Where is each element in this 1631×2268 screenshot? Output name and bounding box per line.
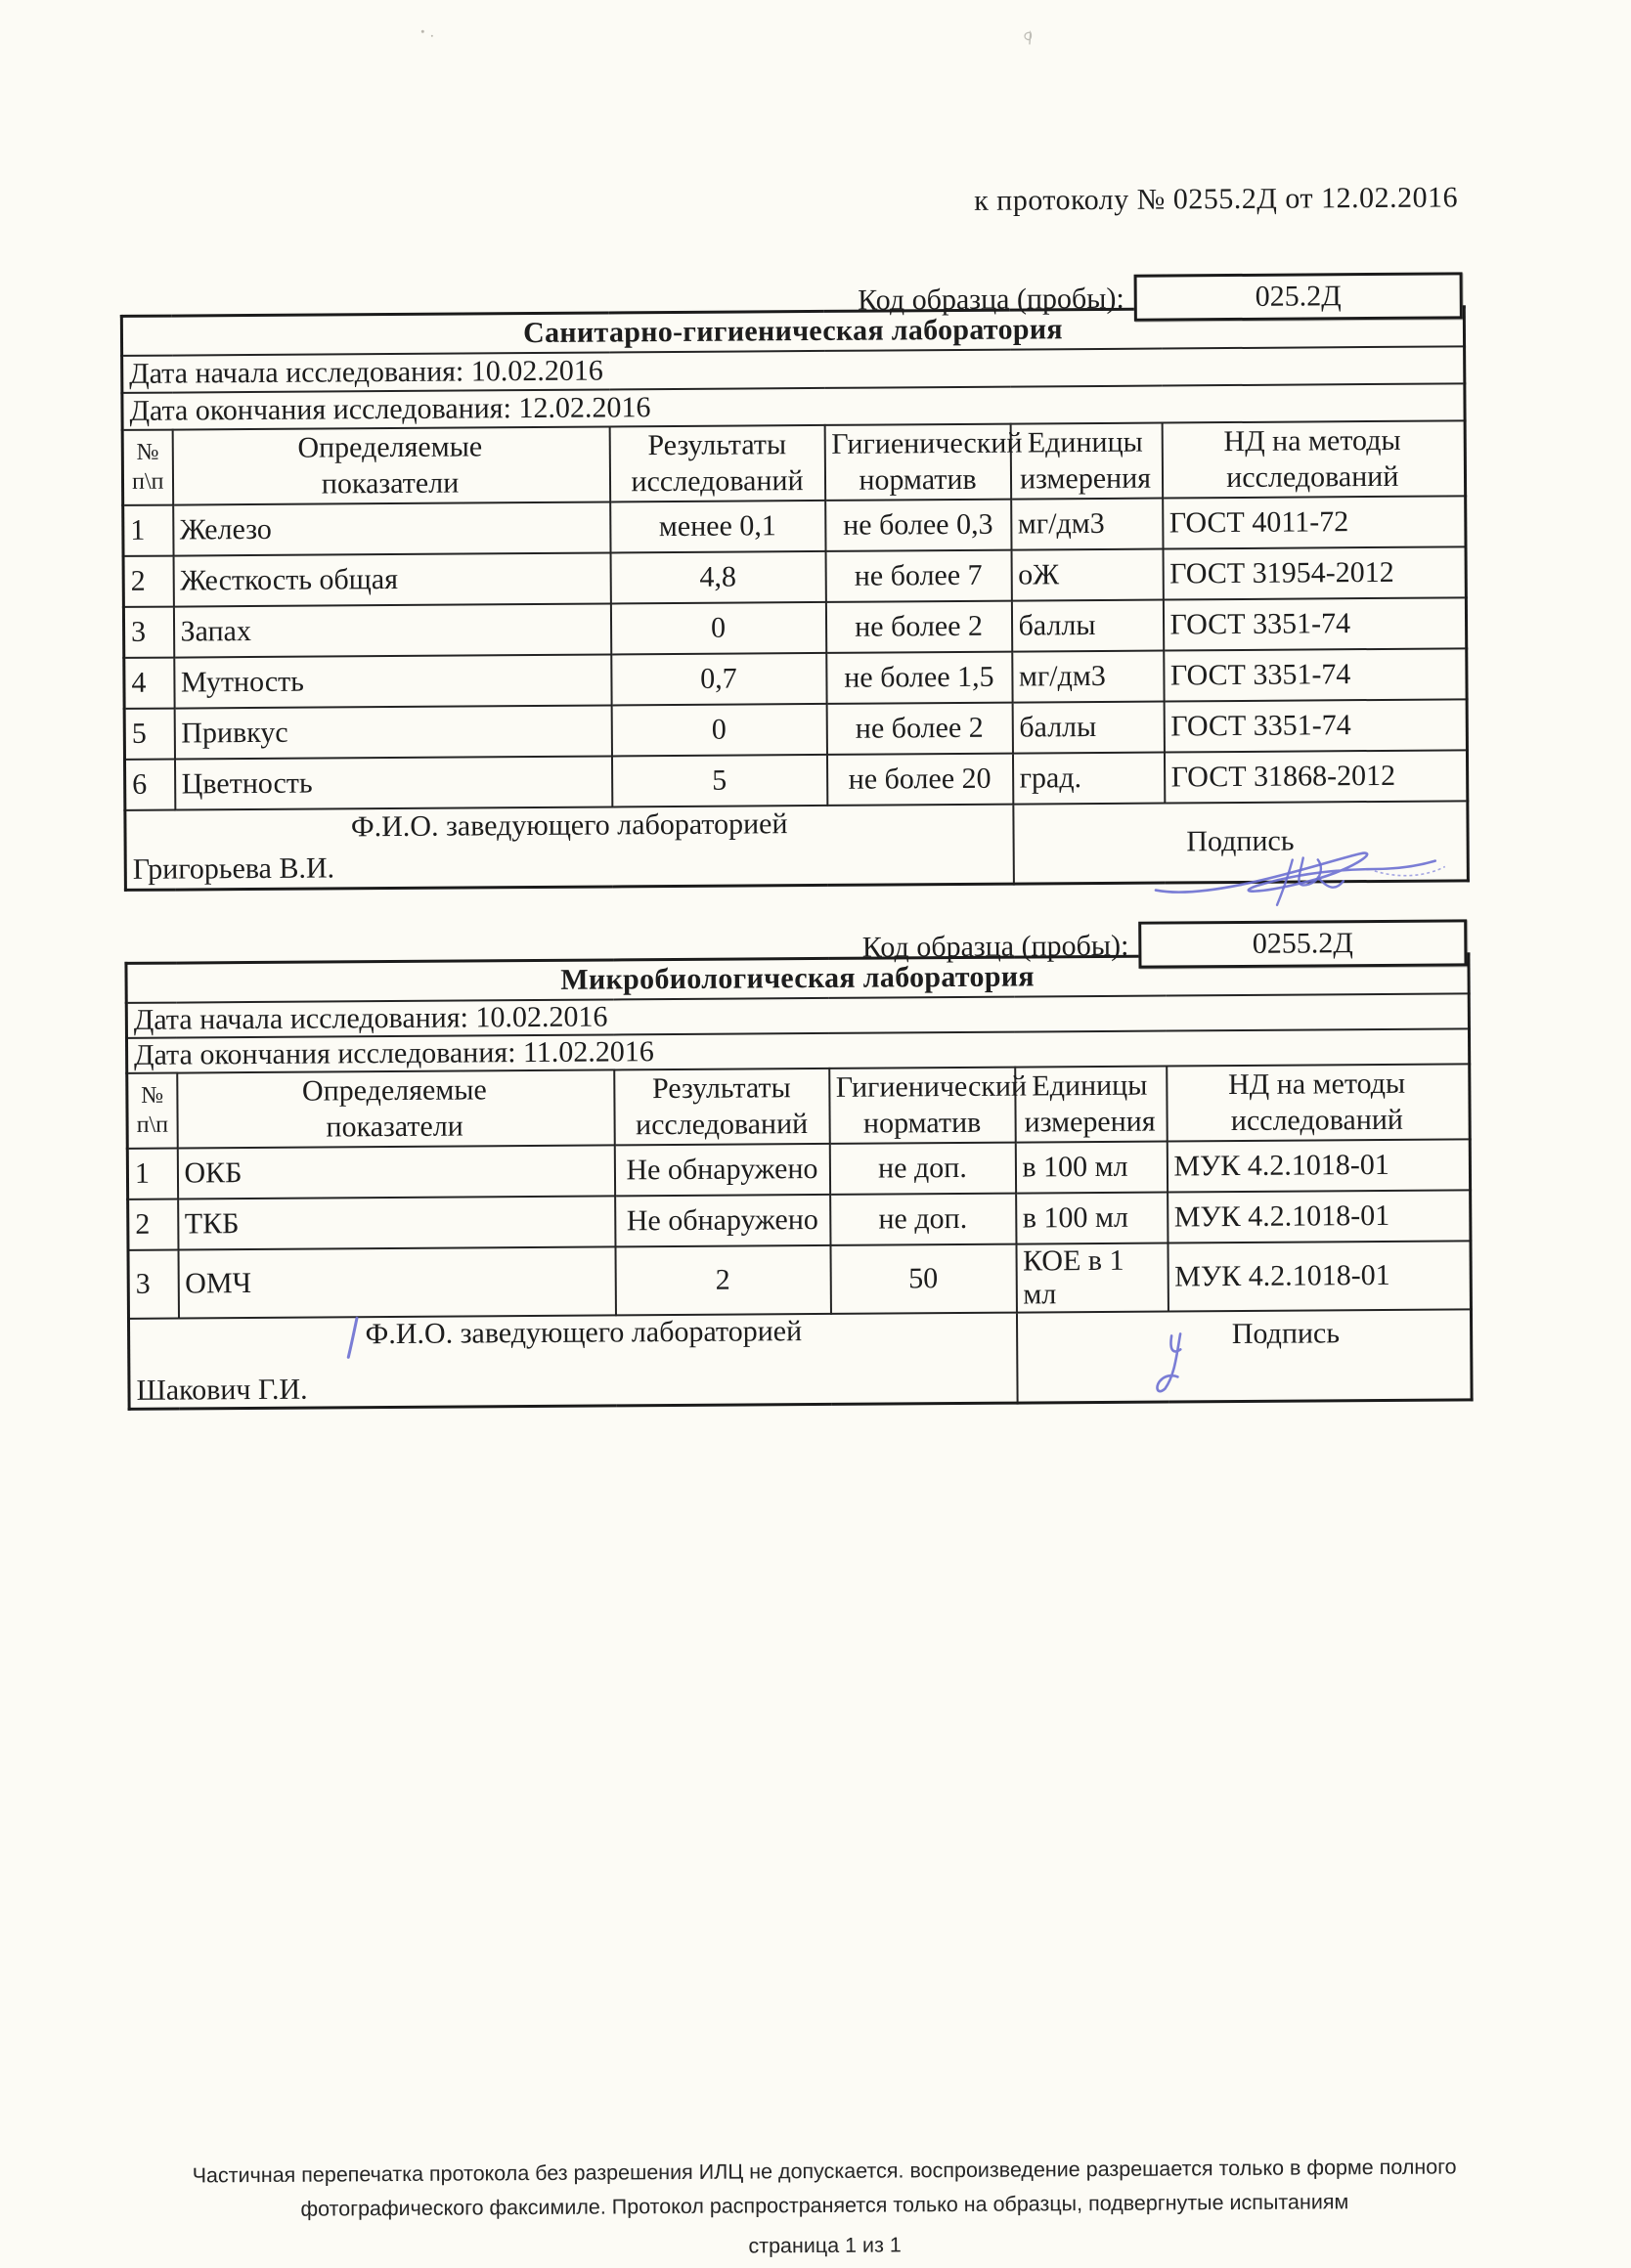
sample-code-row: [124, 919, 1467, 978]
handwritten-signature: [1148, 1331, 1192, 1408]
date-start: Дата начала исследования: 10.02.2016: [126, 993, 1469, 1038]
cell-result: менее 0,1: [610, 500, 825, 552]
table-row: [124, 699, 1467, 760]
handwritten-signature: [1144, 831, 1438, 911]
cell-param: Жесткость общая: [173, 552, 610, 606]
cell-unit: мг/дм3: [1012, 650, 1164, 702]
cell-num: 2: [123, 555, 173, 606]
column-header-param: Определяемые показатели: [172, 426, 610, 504]
cell-unit: в 100 мл: [1016, 1192, 1168, 1243]
lab-head-name: Григорьева В.И.: [132, 851, 335, 887]
cell-result: 0: [611, 703, 826, 756]
cell-norm: не доп.: [830, 1193, 1016, 1244]
sample-code-label: Код образца (пробы):: [858, 282, 1124, 317]
cell-result: 2: [615, 1244, 830, 1315]
table-row: [124, 648, 1467, 709]
cell-result: 5: [611, 754, 826, 807]
microbiology-lab-table: [124, 952, 1473, 1410]
cell-param: Цветность: [174, 756, 611, 809]
sample-code-label: Код образца (пробы):: [861, 929, 1129, 964]
cell-num: 5: [124, 708, 174, 759]
signature-label: Подпись: [1231, 1316, 1341, 1350]
date-end: Дата окончания исследования: 11.02.2016: [126, 1028, 1469, 1073]
cell-param: ОКБ: [177, 1145, 614, 1199]
column-header-result: Результаты исследований: [614, 1068, 830, 1145]
fio-label: Ф.И.О. заведующего лабораторией: [136, 1313, 1010, 1366]
signature-label: Подпись: [1186, 824, 1295, 858]
cell-unit: град.: [1012, 752, 1164, 804]
cell-num: 3: [123, 606, 173, 657]
sample-code-value: 0255.2Д: [1252, 927, 1353, 960]
column-header-method: НД на методы исследований: [1162, 420, 1466, 498]
cell-method: ГОСТ 4011-72: [1163, 496, 1466, 548]
column-header-method: НД на методы исследований: [1167, 1064, 1471, 1141]
cell-result: 0: [610, 601, 825, 654]
column-header-unit: Единицы измерения: [1015, 1066, 1168, 1142]
column-header-unit: Единицы измерения: [1010, 422, 1163, 499]
cell-num: 4: [124, 657, 174, 708]
table-row: [127, 1139, 1470, 1199]
cell-num: 1: [127, 1148, 177, 1199]
table-row: [123, 546, 1466, 607]
cell-param: ОМЧ: [178, 1246, 615, 1318]
cell-method: ГОСТ 3351-74: [1164, 699, 1467, 752]
cell-norm: не более 20: [826, 753, 1012, 805]
cell-param: Железо: [173, 502, 610, 555]
lab-head-cell: [128, 1312, 1017, 1409]
cell-result: Не обнаружено: [615, 1194, 830, 1246]
date-start: Дата начала исследования: 10.02.2016: [122, 346, 1465, 393]
cell-norm: не более 0,3: [825, 499, 1011, 550]
column-header-num: № п\п: [127, 1072, 178, 1148]
sample-code-row: [120, 272, 1463, 330]
cell-norm: не более 7: [825, 549, 1011, 601]
column-header-row: [122, 420, 1466, 505]
signature-cell: [1013, 801, 1469, 884]
table-title: Микробиологическая лаборатория: [126, 954, 1469, 1003]
pen-tick-mark: [343, 1314, 359, 1361]
cell-method: ГОСТ 3351-74: [1164, 648, 1467, 701]
footer-line: фотографического факсимиле. Протокол распространяется только на образцы, подвергнутые испытаниям: [300, 2190, 1349, 2221]
column-header-result: Результаты исследований: [609, 424, 825, 502]
cell-method: ГОСТ 3351-74: [1163, 597, 1466, 650]
page-number: страница 1 из 1: [748, 2233, 902, 2258]
lab-head-name: Шакович Г.И.: [136, 1373, 308, 1407]
cell-unit: оЖ: [1011, 548, 1163, 600]
cell-method: ГОСТ 31954-2012: [1163, 546, 1466, 599]
signature-row: [125, 801, 1469, 891]
microbiology-lab-section: [124, 919, 1470, 1410]
table-row: [124, 750, 1467, 810]
sample-code-box: [1134, 272, 1463, 321]
column-header-param: Определяемые показатели: [177, 1069, 615, 1148]
cell-result: Не обнаружено: [614, 1143, 829, 1196]
column-header-row: [127, 1064, 1471, 1149]
footer-line: Частичная перепечатка протокола без разрешения ИЛЦ не допускается. воспроизведение разрешается только в форме полного: [192, 2155, 1457, 2188]
cell-result: 0,7: [611, 652, 826, 705]
cell-param: Привкус: [174, 705, 611, 759]
cell-method: МУК 4.2.1018-01: [1167, 1139, 1470, 1192]
column-header-norm: Гигиенический норматив: [824, 423, 1011, 500]
signature-row: [128, 1309, 1472, 1409]
cell-num: 3: [128, 1249, 178, 1318]
footer: [9, 2149, 1631, 2268]
table-row: [128, 1241, 1472, 1319]
cell-norm: 50: [830, 1243, 1016, 1313]
protocol-reference: к протоколу № 0255.2Д от 12.02.2016: [974, 181, 1459, 217]
cell-num: 1: [123, 504, 173, 555]
scan-artifact: [1021, 29, 1035, 47]
cell-unit: в 100 мл: [1015, 1141, 1167, 1193]
sanitary-lab-section: [120, 272, 1467, 892]
cell-norm: не доп.: [829, 1142, 1015, 1194]
cell-param: ТКБ: [178, 1196, 615, 1249]
cell-norm: не более 1,5: [826, 651, 1012, 703]
sanitary-lab-table: [120, 305, 1470, 892]
cell-param: Мутность: [174, 654, 611, 708]
table-row: [128, 1190, 1471, 1250]
table-row: [123, 496, 1466, 556]
cell-param: Запах: [173, 603, 610, 657]
cell-method: ГОСТ 31868-2012: [1164, 750, 1467, 803]
table-title: Санитарно-гигиеническая лаборатория: [121, 307, 1464, 356]
column-header-norm: Гигиенический норматив: [829, 1067, 1016, 1143]
scan-speck: [421, 30, 424, 33]
cell-unit: баллы: [1011, 599, 1163, 651]
cell-unit: КОЕ в 1 мл: [1016, 1243, 1168, 1312]
cell-method: МУК 4.2.1018-01: [1168, 1241, 1472, 1311]
cell-norm: не более 2: [826, 702, 1012, 754]
fio-label: Ф.И.О. заведующего лабораторией: [350, 807, 788, 844]
cell-num: 2: [128, 1199, 178, 1249]
cell-unit: баллы: [1012, 701, 1164, 753]
lab-head-cell: [125, 804, 1014, 890]
table-row: [123, 597, 1466, 658]
cell-result: 4,8: [610, 550, 825, 603]
cell-norm: не более 2: [825, 600, 1011, 652]
cell-method: МУК 4.2.1018-01: [1168, 1190, 1471, 1243]
date-end: Дата окончания исследования: 12.02.2016: [122, 383, 1465, 430]
column-header-num: № п\п: [122, 429, 173, 504]
scan-speck: [431, 35, 433, 37]
cell-unit: мг/дм3: [1011, 498, 1163, 549]
signature-cell: [1016, 1309, 1472, 1403]
sample-code-value: 025.2Д: [1255, 280, 1342, 313]
cell-num: 6: [124, 759, 174, 809]
sample-code-box: [1138, 919, 1467, 968]
